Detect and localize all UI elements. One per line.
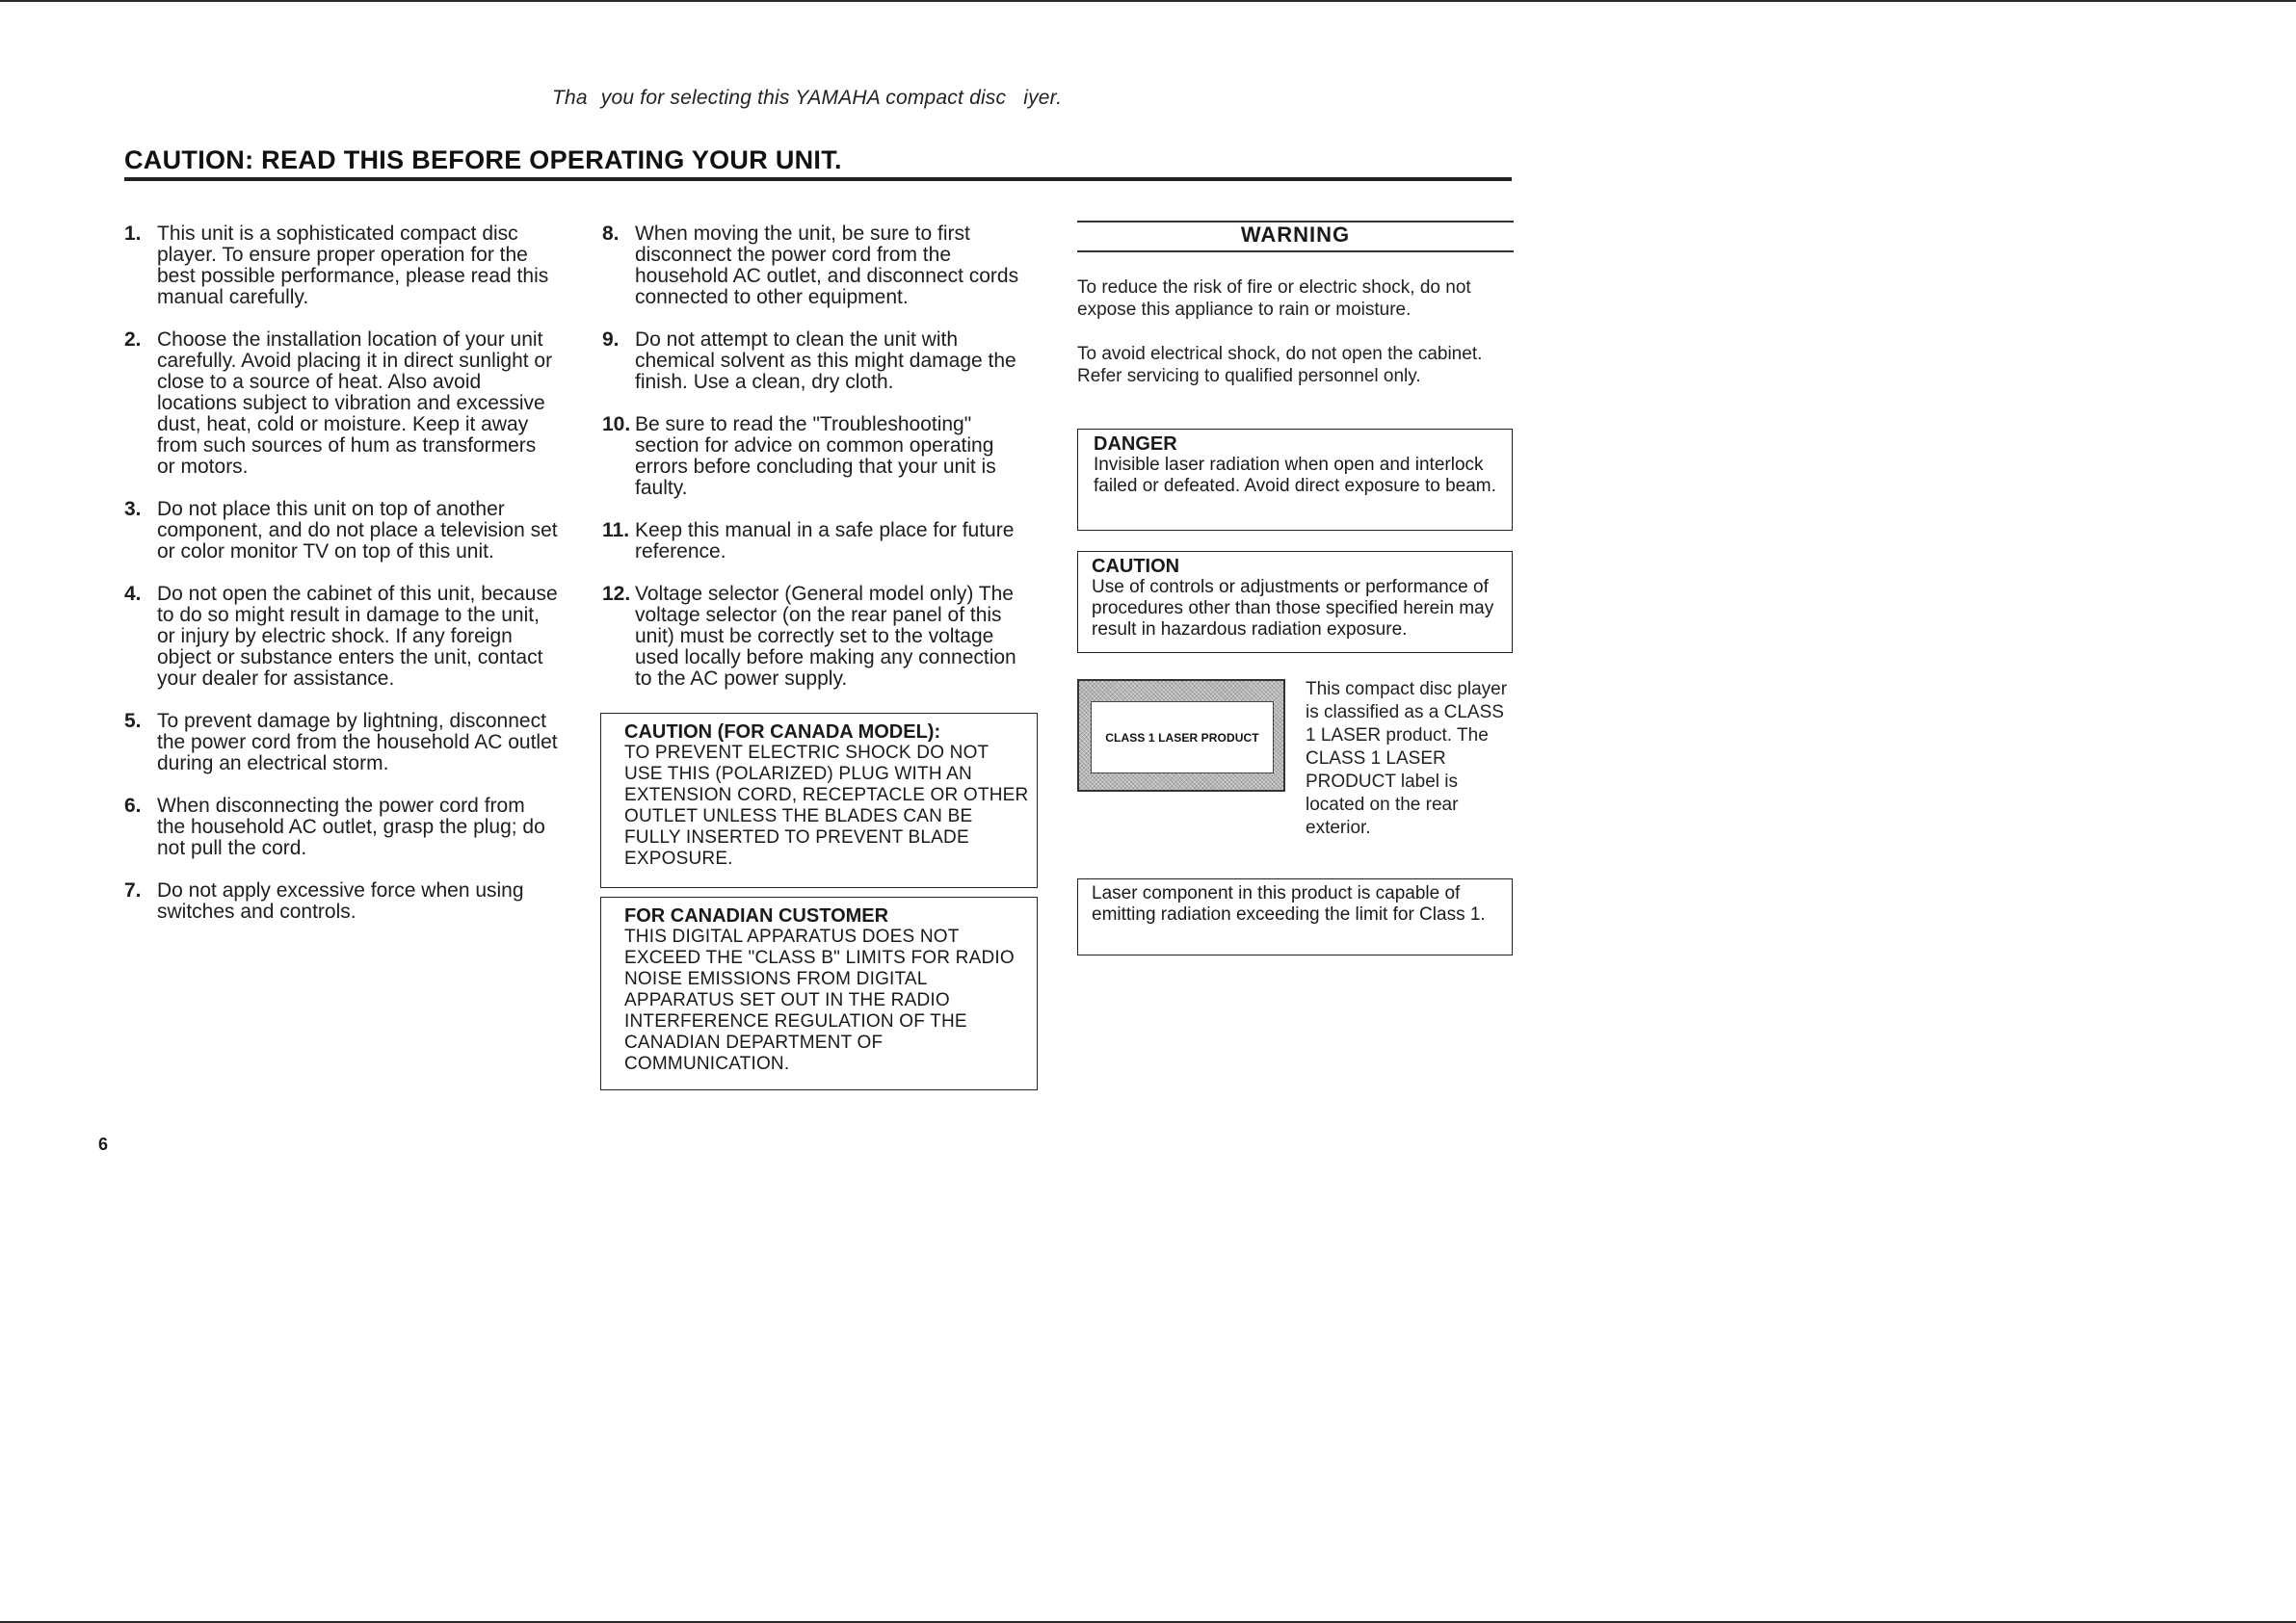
item-number: 9.: [602, 328, 620, 351]
item-text: Do not apply excessive force when using switches and controls.: [157, 879, 524, 923]
item-number: 3.: [124, 498, 142, 520]
item-text: Do not attempt to clean the unit with chemical solvent as this might damage the finish. Use a clean, dry cloth.: [635, 328, 1016, 393]
canada-caution-box: [600, 713, 1038, 888]
list-item: [124, 880, 558, 923]
thank-you-part-b: you for selecting this YAMAHA compact disc: [600, 87, 1007, 109]
item-number: 10.: [602, 413, 631, 435]
item-text: Do not place this unit on top of another component, and do not place a television set or color monitor TV on top of this unit.: [157, 498, 558, 563]
list-item: [124, 499, 558, 563]
list-item: [602, 584, 1036, 690]
canadian-customer-title: FOR CANADIAN CUSTOMER: [624, 905, 889, 927]
laser-class-description: This compact disc player is classified as a CLASS 1 LASER product. The CLASS 1 LASER PRODUCT label is located on the rear exterior.: [1306, 679, 1508, 838]
canada-caution-text: TO PREVENT ELECTRIC SHOCK DO NOT USE THIS (POLARIZED) PLUG WITH AN EXTENSION CORD, RECEPTACLE OR OTHER OUTLET UNLESS THE BLADES CAN BE FULLY INSERTED TO PREVENT BLADE EXPOSURE.: [624, 743, 1029, 869]
item-number: 1.: [124, 223, 142, 245]
item-number: 7.: [124, 879, 142, 902]
danger-box: [1077, 429, 1513, 531]
laser-label-text: CLASS 1 LASER PRODUCT: [1105, 730, 1259, 745]
list-item: [124, 329, 558, 478]
item-number: 8.: [602, 223, 620, 245]
page-top-border: [0, 0, 2296, 2]
item-number: 12.: [602, 583, 631, 605]
item-text: To prevent damage by lightning, disconnect the power cord from the household AC outlet during an electrical storm.: [157, 710, 558, 774]
item-text: When moving the unit, be sure to first disconnect the power cord from the household AC outlet, and disconnect cords connected to other equipment.: [635, 223, 1019, 308]
thank-you-line: [552, 87, 1062, 110]
caution-list-left: [124, 223, 558, 944]
page-heading: CAUTION: READ THIS BEFORE OPERATING YOUR UNIT.: [124, 145, 842, 174]
list-item: [602, 329, 1036, 393]
canadian-customer-box: [600, 897, 1038, 1090]
list-item: [124, 223, 558, 308]
item-number: 4.: [124, 583, 142, 605]
warning-bottom-rule: [1077, 250, 1514, 252]
laser-caution-text: Use of controls or adjustments or performance of procedures other than those specified herein may result in hazardous radiation exposure.: [1092, 577, 1494, 640]
caution-list-middle: [602, 223, 1036, 711]
laser-component-text: Laser component in this product is capable of emitting radiation exceeding the limit for Class 1.: [1092, 883, 1486, 925]
laser-caution-title: CAUTION: [1092, 556, 1180, 577]
item-number: 11.: [602, 519, 630, 541]
canada-caution-title: CAUTION (FOR CANADA MODEL):: [624, 721, 941, 743]
list-item: [124, 584, 558, 690]
laser-label-plate: [1091, 701, 1274, 773]
warning-title: WARNING: [1240, 223, 1351, 247]
list-item: [602, 520, 1036, 563]
canadian-customer-text: THIS DIGITAL APPARATUS DOES NOT EXCEED THE "CLASS B" LIMITS FOR RADIO NOISE EMISSIONS FROM DIGITAL APPARATUS SET OUT IN THE RADIO INTERFERENCE REGULATION OF THE CANADIAN DEPARTMENT OF COMMUNICATION.: [624, 927, 1015, 1074]
thank-you-part-a: Tha: [552, 87, 588, 109]
heading-rule: [124, 177, 1512, 181]
thank-you-part-c: iyer.: [1023, 87, 1063, 109]
item-text: When disconnecting the power cord from the household AC outlet, grasp the plug; do not pull the cord.: [157, 795, 545, 859]
danger-text: Invisible laser radiation when open and interlock failed or defeated. Avoid direct exposure to beam.: [1094, 455, 1496, 496]
item-number: 5.: [124, 710, 142, 732]
item-text: Be sure to read the "Troubleshooting" section for advice on common operating errors before concluding that your unit is faulty.: [635, 413, 996, 499]
item-text: This unit is a sophisticated compact disc player. To ensure proper operation for the best possible performance, please read this manual carefully.: [157, 223, 549, 308]
warning-paragraph-2: To avoid electrical shock, do not open the cabinet. Refer servicing to qualified personnel only.: [1077, 344, 1483, 386]
item-number: 6.: [124, 795, 142, 817]
laser-caution-box: [1077, 551, 1513, 653]
page-number: 6: [98, 1135, 109, 1154]
list-item: [602, 223, 1036, 308]
class-1-laser-label-image: [1077, 679, 1285, 792]
list-item: [124, 796, 558, 859]
danger-title: DANGER: [1094, 433, 1177, 455]
list-item: [124, 711, 558, 774]
item-text: Voltage selector (General model only) The voltage selector (on the rear panel of this unit) must be correctly set to the voltage used locally before making any connection to the AC power supply.: [635, 583, 1016, 690]
item-text: Do not open the cabinet of this unit, because to do so might result in damage to the unit, or injury by electric shock. If any foreign object or substance enters the unit, contact your dealer for assistance.: [157, 583, 558, 690]
list-item: [602, 414, 1036, 499]
laser-component-box: [1077, 878, 1513, 955]
item-number: 2.: [124, 328, 142, 351]
item-text: Choose the installation location of your unit carefully. Avoid placing it in direct sunlight or close to a source of heat. Also avoid locations subject to vibration and excessive dust, heat, cold or moisture. Keep it away from such sources of hum as transformers or motors.: [157, 328, 553, 478]
item-text: Keep this manual in a safe place for future reference.: [635, 519, 1015, 563]
warning-paragraph-1: To reduce the risk of fire or electric shock, do not expose this appliance to rain or moisture.: [1077, 277, 1471, 320]
